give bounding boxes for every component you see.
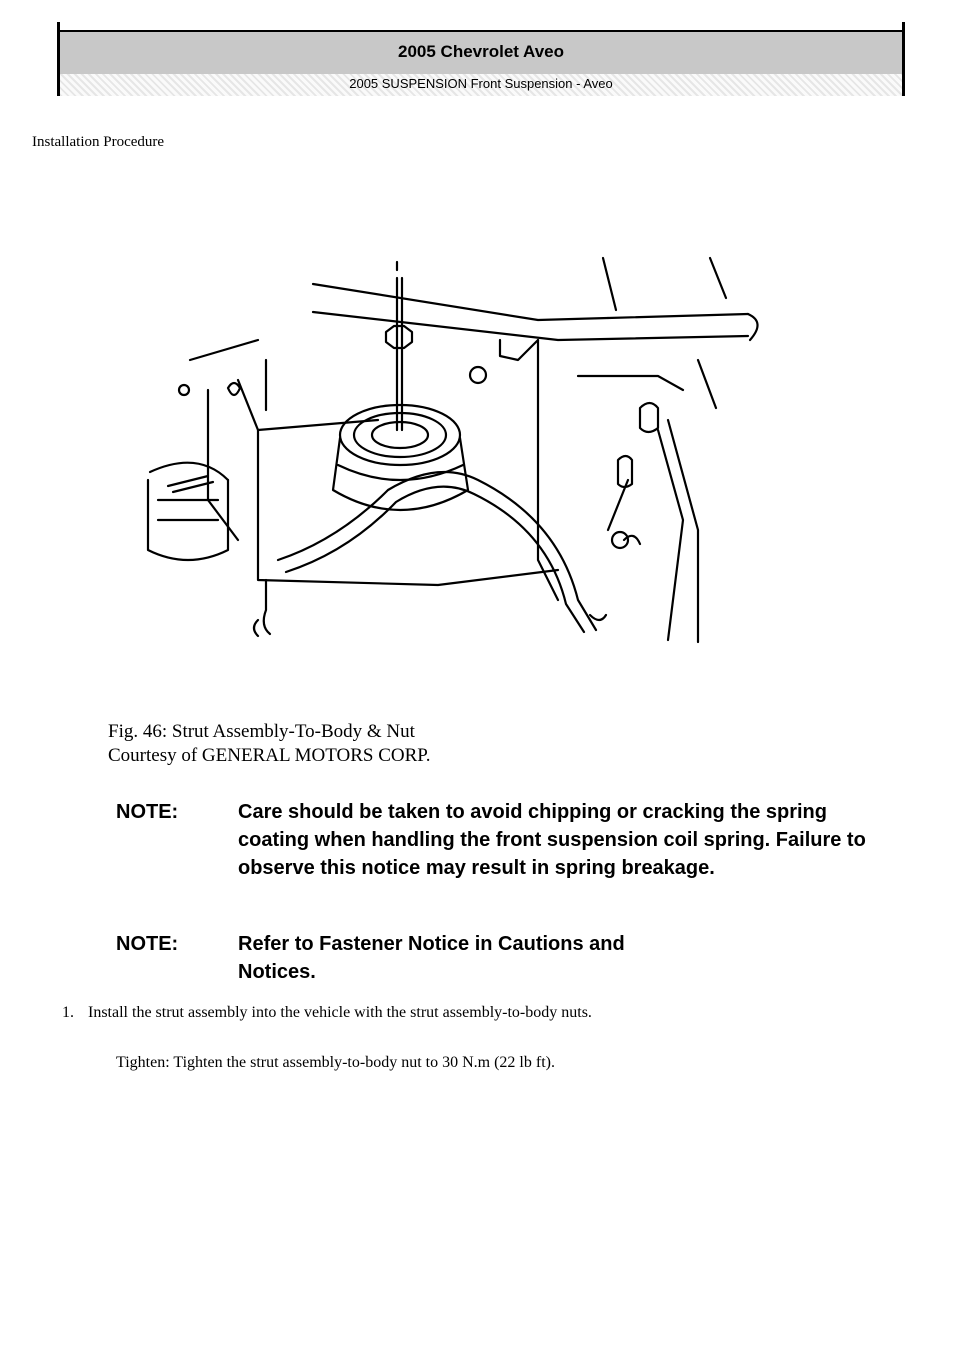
figure-caption-credit: Courtesy of GENERAL MOTORS CORP. [108,745,431,766]
step-number: 1. [62,1004,74,1021]
header-title-bar [60,30,902,76]
strut-assembly-figure [138,240,778,650]
note-label: NOTE: [116,933,179,955]
note-text: Refer to Fastener Notice in Cautions and Notices. [238,933,625,983]
note-block [116,930,876,986]
figure-caption-title: Fig. 46: Strut Assembly-To-Body & Nut [108,721,415,742]
header-title: 2005 Chevrolet Aveo [398,42,564,61]
page-header [57,22,905,96]
figure-caption [108,720,431,768]
note-block [116,798,876,882]
section-title: Installation Procedure [32,134,165,150]
note-text: Care should be taken to avoid chipping or cracking the spring coating when handling the front suspension coil spring. Failure to observe this notice may result in spring breakage. [238,801,866,879]
step-text: Install the strut assembly into the vehicle with the strut assembly-to-body nuts. [88,1004,592,1021]
header-subtitle: 2005 SUSPENSION Front Suspension - Aveo [349,76,613,91]
note-label: NOTE: [116,801,179,823]
header-subtitle-bar [60,74,902,96]
torque-spec: Tighten: Tighten the strut assembly-to-body nut to 30 N.m (22 lb ft). [116,1054,555,1071]
procedure-step [62,1004,592,1022]
